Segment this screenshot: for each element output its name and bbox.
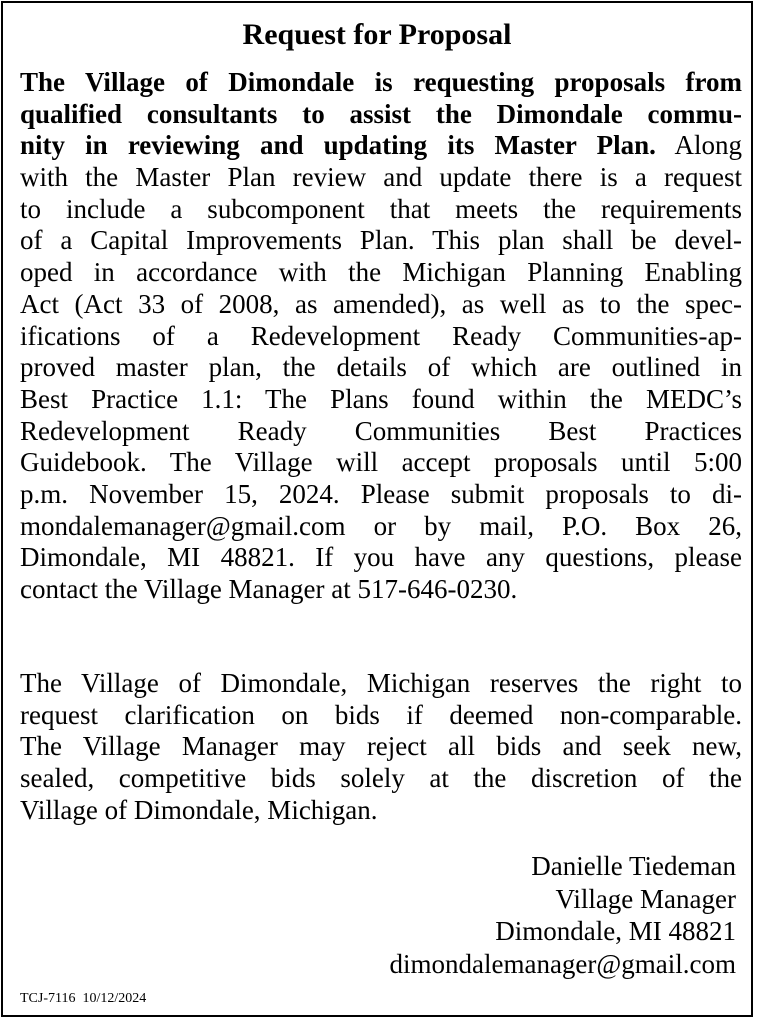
signatory-role: Village Manager xyxy=(555,883,736,914)
text-run: Village of Dimondale, Michigan. xyxy=(20,794,378,825)
text-run: The Village Manager may reject all bids and seek new, xyxy=(20,731,742,762)
text-run: mondalemanager@gmail.com or by mail, P.O. Box 26, xyxy=(20,510,742,541)
signatory-location: Dimondale, MI 48821 xyxy=(495,916,736,946)
text-line xyxy=(20,225,742,257)
text-run: sealed, competitive bids solely at the discretion of the xyxy=(20,763,742,794)
text-run: Act (Act 33 of 2008, as amended), as well as to the spec- xyxy=(20,288,742,319)
text-line xyxy=(20,67,742,99)
text-run: Along xyxy=(655,130,742,161)
bold-text-run: The Village of Dimondale is requesting proposals from xyxy=(20,67,742,97)
text-line xyxy=(20,194,742,226)
text-run: with the Master Plan review and update there is a request xyxy=(20,162,742,193)
bold-text-run: nity in reviewing and updating its Master Plan. xyxy=(20,130,656,161)
text-run: Redevelopment Ready Communities Best Practices xyxy=(20,415,742,446)
text-run: ifications of a Redevelopment Ready Communities-ap- xyxy=(20,320,742,351)
text-line xyxy=(20,731,742,763)
text-line xyxy=(20,289,742,321)
text-run: Dimondale, MI 48821. If you have any questions, please xyxy=(20,542,742,573)
signatory-email: dimondalemanager@gmail.com xyxy=(389,948,736,979)
notice-title: Request for Proposal xyxy=(242,18,512,51)
text-line xyxy=(20,668,742,700)
text-line xyxy=(20,99,742,131)
text-run: of a Capital Improvements Plan. This plan shall be devel- xyxy=(20,225,742,256)
text-line xyxy=(20,257,742,289)
notice-paragraph-reservation xyxy=(20,668,742,826)
text-run: Guidebook. The Village will accept proposals until 5:00 xyxy=(20,447,742,478)
text-run: The Village of Dimondale, Michigan reserves the right to xyxy=(20,668,742,698)
text-line xyxy=(20,511,742,543)
signatory-name: Danielle Tiedeman xyxy=(531,851,736,881)
text-line xyxy=(20,574,742,606)
text-line xyxy=(20,447,742,479)
text-run: Best Practice 1.1: The Plans found within the MEDC’s xyxy=(20,383,742,414)
text-run: proved master plan, the details of which are outlined in xyxy=(20,352,742,383)
text-run: contact the Village Manager at 517-646-0230. xyxy=(20,574,518,604)
text-line xyxy=(20,130,742,162)
text-line xyxy=(20,416,742,448)
text-line xyxy=(20,384,742,416)
legal-notice xyxy=(1,1,753,1017)
text-run: oped in accordance with the Michigan Planning Enabling xyxy=(20,257,742,288)
text-run: p.m. November 15, 2024. Please submit proposals to di- xyxy=(20,478,742,509)
text-line xyxy=(20,321,742,353)
text-run: to include a subcomponent that meets the requirements xyxy=(20,193,742,224)
text-line xyxy=(20,795,742,827)
signature-block xyxy=(389,850,736,980)
text-run: request clarification on bids if deemed non-comparable. xyxy=(20,699,742,730)
text-line xyxy=(20,700,742,732)
publication-code: TCJ-7116 10/12/2024 xyxy=(20,991,147,1006)
text-line xyxy=(20,352,742,384)
text-line xyxy=(20,162,742,194)
text-line xyxy=(20,542,742,574)
bold-text-run: qualified consultants to assist the Dimondale commu- xyxy=(20,98,742,129)
notice-paragraph-main xyxy=(20,67,742,606)
text-line xyxy=(20,479,742,511)
text-line xyxy=(20,763,742,795)
